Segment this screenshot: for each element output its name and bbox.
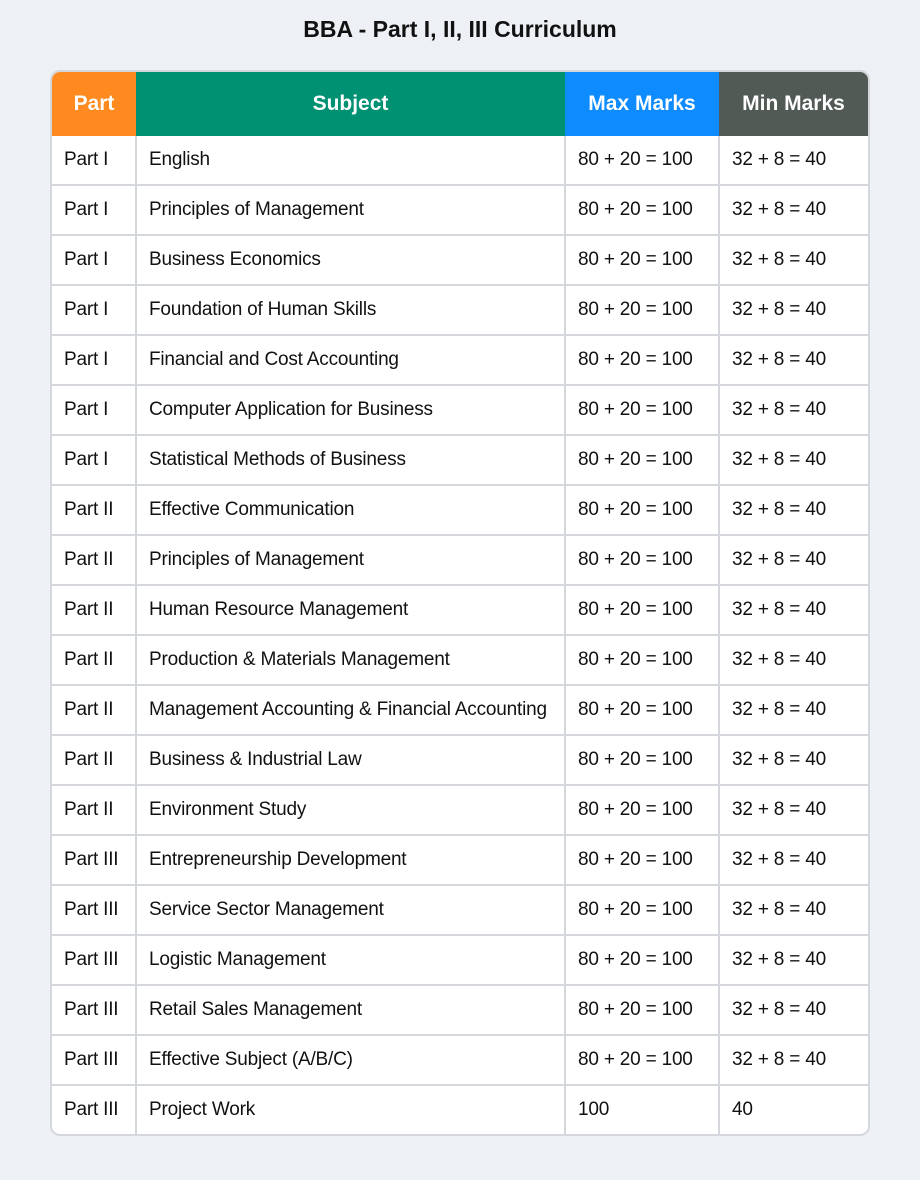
- max-marks-cell: 80 + 20 = 100: [565, 785, 719, 835]
- part-cell: Part III: [52, 1085, 136, 1134]
- table-row: [52, 1035, 868, 1085]
- part-cell: Part I: [52, 235, 136, 285]
- max-marks-cell: 100: [565, 1085, 719, 1134]
- min-marks-cell: 32 + 8 = 40: [719, 485, 868, 535]
- max-marks-cell: 80 + 20 = 100: [565, 285, 719, 335]
- subject-cell: Foundation of Human Skills: [136, 285, 565, 335]
- min-marks-cell: 32 + 8 = 40: [719, 535, 868, 585]
- table-row: [52, 985, 868, 1035]
- table-header: [52, 72, 868, 136]
- table-row: [52, 136, 868, 185]
- min-marks-cell: 32 + 8 = 40: [719, 185, 868, 235]
- min-marks-cell: 32 + 8 = 40: [719, 835, 868, 885]
- table-row: [52, 235, 868, 285]
- part-cell: Part II: [52, 485, 136, 535]
- min-marks-cell: 32 + 8 = 40: [719, 335, 868, 385]
- min-marks-cell: 32 + 8 = 40: [719, 885, 868, 935]
- subject-cell: Statistical Methods of Business: [136, 435, 565, 485]
- subject-cell: Logistic Management: [136, 935, 565, 985]
- subject-cell: Principles of Management: [136, 185, 565, 235]
- subject-cell: Retail Sales Management: [136, 985, 565, 1035]
- max-marks-cell: 80 + 20 = 100: [565, 185, 719, 235]
- table-row: [52, 685, 868, 735]
- header-max-marks: Max Marks: [565, 72, 719, 136]
- subject-cell: Production & Materials Management: [136, 635, 565, 685]
- part-cell: Part I: [52, 285, 136, 335]
- min-marks-cell: 32 + 8 = 40: [719, 285, 868, 335]
- part-cell: Part II: [52, 535, 136, 585]
- table-row: [52, 635, 868, 685]
- part-cell: Part III: [52, 935, 136, 985]
- part-cell: Part I: [52, 185, 136, 235]
- max-marks-cell: 80 + 20 = 100: [565, 1035, 719, 1085]
- table-row: [52, 535, 868, 585]
- max-marks-cell: 80 + 20 = 100: [565, 735, 719, 785]
- subject-cell: Project Work: [136, 1085, 565, 1134]
- subject-cell: Effective Communication: [136, 485, 565, 535]
- table-row: [52, 735, 868, 785]
- header-part: Part: [52, 72, 136, 136]
- max-marks-cell: 80 + 20 = 100: [565, 235, 719, 285]
- table-row: [52, 485, 868, 535]
- table-row: [52, 935, 868, 985]
- max-marks-cell: 80 + 20 = 100: [565, 485, 719, 535]
- min-marks-cell: 32 + 8 = 40: [719, 735, 868, 785]
- subject-cell: Business Economics: [136, 235, 565, 285]
- min-marks-cell: 32 + 8 = 40: [719, 435, 868, 485]
- min-marks-cell: 32 + 8 = 40: [719, 1035, 868, 1085]
- max-marks-cell: 80 + 20 = 100: [565, 685, 719, 735]
- part-cell: Part I: [52, 136, 136, 185]
- min-marks-cell: 40: [719, 1085, 868, 1134]
- max-marks-cell: 80 + 20 = 100: [565, 385, 719, 435]
- part-cell: Part II: [52, 735, 136, 785]
- header-row: [52, 72, 868, 136]
- max-marks-cell: 80 + 20 = 100: [565, 935, 719, 985]
- table-row: [52, 585, 868, 635]
- max-marks-cell: 80 + 20 = 100: [565, 435, 719, 485]
- max-marks-cell: 80 + 20 = 100: [565, 585, 719, 635]
- max-marks-cell: 80 + 20 = 100: [565, 335, 719, 385]
- table-row: [52, 335, 868, 385]
- table-row: [52, 285, 868, 335]
- min-marks-cell: 32 + 8 = 40: [719, 685, 868, 735]
- subject-cell: Human Resource Management: [136, 585, 565, 635]
- min-marks-cell: 32 + 8 = 40: [719, 935, 868, 985]
- part-cell: Part II: [52, 785, 136, 835]
- table-row: [52, 835, 868, 885]
- page-title: BBA - Part I, II, III Curriculum: [303, 16, 617, 42]
- table-body: [52, 136, 868, 1134]
- subject-cell: Computer Application for Business: [136, 385, 565, 435]
- part-cell: Part I: [52, 435, 136, 485]
- max-marks-cell: 80 + 20 = 100: [565, 885, 719, 935]
- subject-cell: Service Sector Management: [136, 885, 565, 935]
- max-marks-cell: 80 + 20 = 100: [565, 835, 719, 885]
- min-marks-cell: 32 + 8 = 40: [719, 136, 868, 185]
- subject-cell: Principles of Management: [136, 535, 565, 585]
- part-cell: Part III: [52, 1035, 136, 1085]
- curriculum-table: [52, 72, 868, 1134]
- subject-cell: Entrepreneurship Development: [136, 835, 565, 885]
- header-min-marks: Min Marks: [719, 72, 868, 136]
- part-cell: Part III: [52, 885, 136, 935]
- table-row: [52, 185, 868, 235]
- max-marks-cell: 80 + 20 = 100: [565, 635, 719, 685]
- part-cell: Part III: [52, 835, 136, 885]
- min-marks-cell: 32 + 8 = 40: [719, 585, 868, 635]
- curriculum-table-container: [50, 70, 870, 1136]
- part-cell: Part II: [52, 685, 136, 735]
- table-row: [52, 885, 868, 935]
- table-row: [52, 385, 868, 435]
- subject-cell: Environment Study: [136, 785, 565, 835]
- subject-cell: Management Accounting & Financial Accounting: [136, 685, 565, 735]
- part-cell: Part I: [52, 385, 136, 435]
- min-marks-cell: 32 + 8 = 40: [719, 985, 868, 1035]
- max-marks-cell: 80 + 20 = 100: [565, 136, 719, 185]
- subject-cell: Financial and Cost Accounting: [136, 335, 565, 385]
- part-cell: Part I: [52, 335, 136, 385]
- subject-cell: English: [136, 136, 565, 185]
- min-marks-cell: 32 + 8 = 40: [719, 385, 868, 435]
- min-marks-cell: 32 + 8 = 40: [719, 635, 868, 685]
- part-cell: Part II: [52, 585, 136, 635]
- part-cell: Part II: [52, 635, 136, 685]
- header-subject: Subject: [136, 72, 565, 136]
- max-marks-cell: 80 + 20 = 100: [565, 535, 719, 585]
- table-row: [52, 435, 868, 485]
- table-row: [52, 1085, 868, 1134]
- min-marks-cell: 32 + 8 = 40: [719, 785, 868, 835]
- max-marks-cell: 80 + 20 = 100: [565, 985, 719, 1035]
- subject-cell: Business & Industrial Law: [136, 735, 565, 785]
- min-marks-cell: 32 + 8 = 40: [719, 235, 868, 285]
- subject-cell: Effective Subject (A/B/C): [136, 1035, 565, 1085]
- table-row: [52, 785, 868, 835]
- part-cell: Part III: [52, 985, 136, 1035]
